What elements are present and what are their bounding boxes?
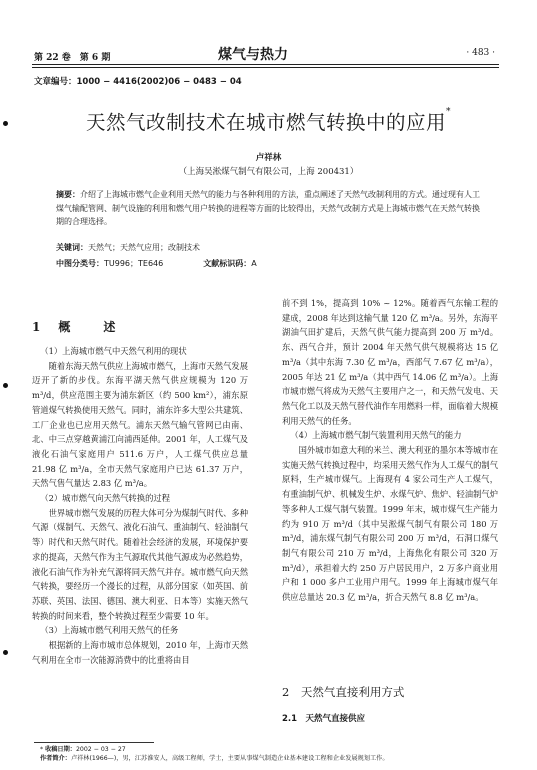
footnote-author [40,754,389,763]
journal-volume: 第 22 卷 第 6 期 [34,53,111,63]
paragraph: 前不到 1%，提高到 10% ~ 12%。随着西气东输工程的建成，2008 年达到这输气量 120 亿 m³/a。另外，东海平湖油气田扩建后，天然气供气能力提高到 200 万 m³/d。东、西气合并，预计 2004 年天然气供气规模将达 15 亿 m³/a（其中东海 7.30 亿 m³/a，西部气 7.67 亿 m³/a），2005 年达 21 亿 m³/a（其中西气 14.06 亿 m³/a）。上海市城市燃气将成为天然气主要用户之一，和天然气发电、天然气化工以及天然气替代油作车用燃料一样，面临着大规模利用天然气的任务。 [282,298,498,426]
keywords-label: 关键词： [56,243,88,252]
keywords-text: 天然气；天然气应用；改制技术 [88,243,200,252]
received-label: 收稿日期： [45,746,76,753]
clc-code: TU996；TE646 [104,259,164,268]
author-bio: 卢祥林(1966—)，男，江苏淮安人，高级工程师，学士，主要从事煤气制造企业基本建设工程和企业发展规划工作。 [70,755,389,762]
abstract-label: 摘要： [56,190,80,199]
author-affiliation: （上海吴淞煤气制气有限公司，上海 200431） [178,167,359,177]
section-2-heading: 2 天然气直接利用方式 [282,685,405,699]
abstract [56,188,482,229]
classification [56,258,257,269]
binding-hole [3,650,8,655]
paragraph: 根据新的上海市城市总体规划，2010 年，上海市天然气利用在全市一次能源消费中的比重将由目 [32,640,248,665]
footnote-rule [34,742,154,743]
paragraph: （4）上海城市燃气制气装置利用天然气的能力 [290,430,462,441]
left-column [32,344,248,667]
paper-title [0,107,537,135]
author-bio-label: 作者简介： [40,755,71,762]
author-name: 卢祥林 [255,153,282,163]
doc-code: A [251,259,257,268]
paragraph: （2）城市燃气向天然气转换的过程 [40,493,171,504]
paragraph: （3）上海城市燃气利用天然气的任务 [40,625,179,636]
paragraph: 随着东海天然气供应上海城市燃气，上海市天然气发展迈开了新的步伐。东海平湖天然气供应规模为 120 万 m³/d，供应范围主要为浦东新区（约 500 km²），浦东原管道煤气转换使用天然气。同时，浦东许多大型公共建筑、工厂企业也已应用天然气。浦东天然气输气管网已由南、北、中三点穿越黄浦江向浦西延伸。2001 年，人工煤气及液化石油气家庭用户 511.6 万户，人工煤气供应总量 21.98 亿 m³/a，全市天然气家庭用户已达 61.37 万户，天然气售气量达 2.83 亿 m³/a。 [32,360,248,489]
doc-code-label: 文献标识码： [203,259,252,268]
journal-name: 煤气与热力 [218,47,288,63]
received-date: 2002 − 03 − 27 [76,746,126,753]
title-footnote-mark: * [446,107,451,117]
header-rule-thin [32,67,499,68]
paragraph: （1）上海城市燃气中天然气利用的现状 [40,346,187,356]
header-rule [32,64,499,65]
title-text: 天然气改制技术在城市燃气转换中的应用 [85,111,446,134]
abstract-text: 介绍了上海城市燃气企业利用天然气的能力与各种利用的方法，重点阐述了天然气改制利用的方式。通过现有人工煤气输配管网、制气设施的利用和燃气用户转换的进程等方面的比较得出，天然气改制方式是上海城市燃气在天然气转换期的合理选择。 [56,190,480,226]
article-number: 文章编号：1000 − 4416(2002)06 − 0483 − 04 [34,77,242,87]
keywords [56,242,200,253]
right-column [282,296,498,605]
clc-label: 中图分类号： [56,259,104,268]
section-1-heading: 1 概 述 [32,320,119,334]
binding-hole [3,383,8,388]
section-2-1-heading: 2.1 天然气直接供应 [282,714,366,724]
paragraph: 世界城市燃气发展的历程大体可分为煤制气时代、多种气源（煤制气、天然气、液化石油气、重油制气、轻油制气等）时代和天然气时代。随着社会经济的发展，环境保护要求的提高，天然气作为主气源取代其他气源成为必然趋势，液化石油气作为补充气源将同天然气并存。城市燃气向天然气转换，要经历一个漫长的过程，从部分国家（如英国、前苏联、英国、法国、德国、澳大利亚、日本等）实施天然气转换的时间来看，整个转换过程至少需要 10 年。 [32,507,248,621]
paragraph: 国外城市如意大利的米兰、澳大利亚的墨尔本等城市在实施天然气转换过程中，均采用天然气作为人工煤气的制气原料，生产城市煤气。上海现有 4 家公司生产人工煤气，有重油制气炉、机械发生炉、水煤气炉、焦炉、轻油制气炉等多种人工煤气制气装置。1999 年末，城市煤气生产能力约为 910 万 m³/d（其中吴淞煤气制气有限公司 180 万 m³/d，浦东煤气制气有限公司 200 万 m³/d，石洞口煤气制气有限公司 210 万 m³/d，上海焦化有限公司 320 万 m³/d），承担着大约 250 万户居民用户，2 万多户商业用户和 1 000 多户工业用户用气。1999 年上海城市煤气年供应总量达 20.3 亿 m³/a，折合天然气 8.8 亿 m³/a。 [282,445,498,603]
page-number: · 483 · [466,48,495,58]
footnote-received: * 收稿日期：2002 − 03 − 27 [40,746,126,753]
